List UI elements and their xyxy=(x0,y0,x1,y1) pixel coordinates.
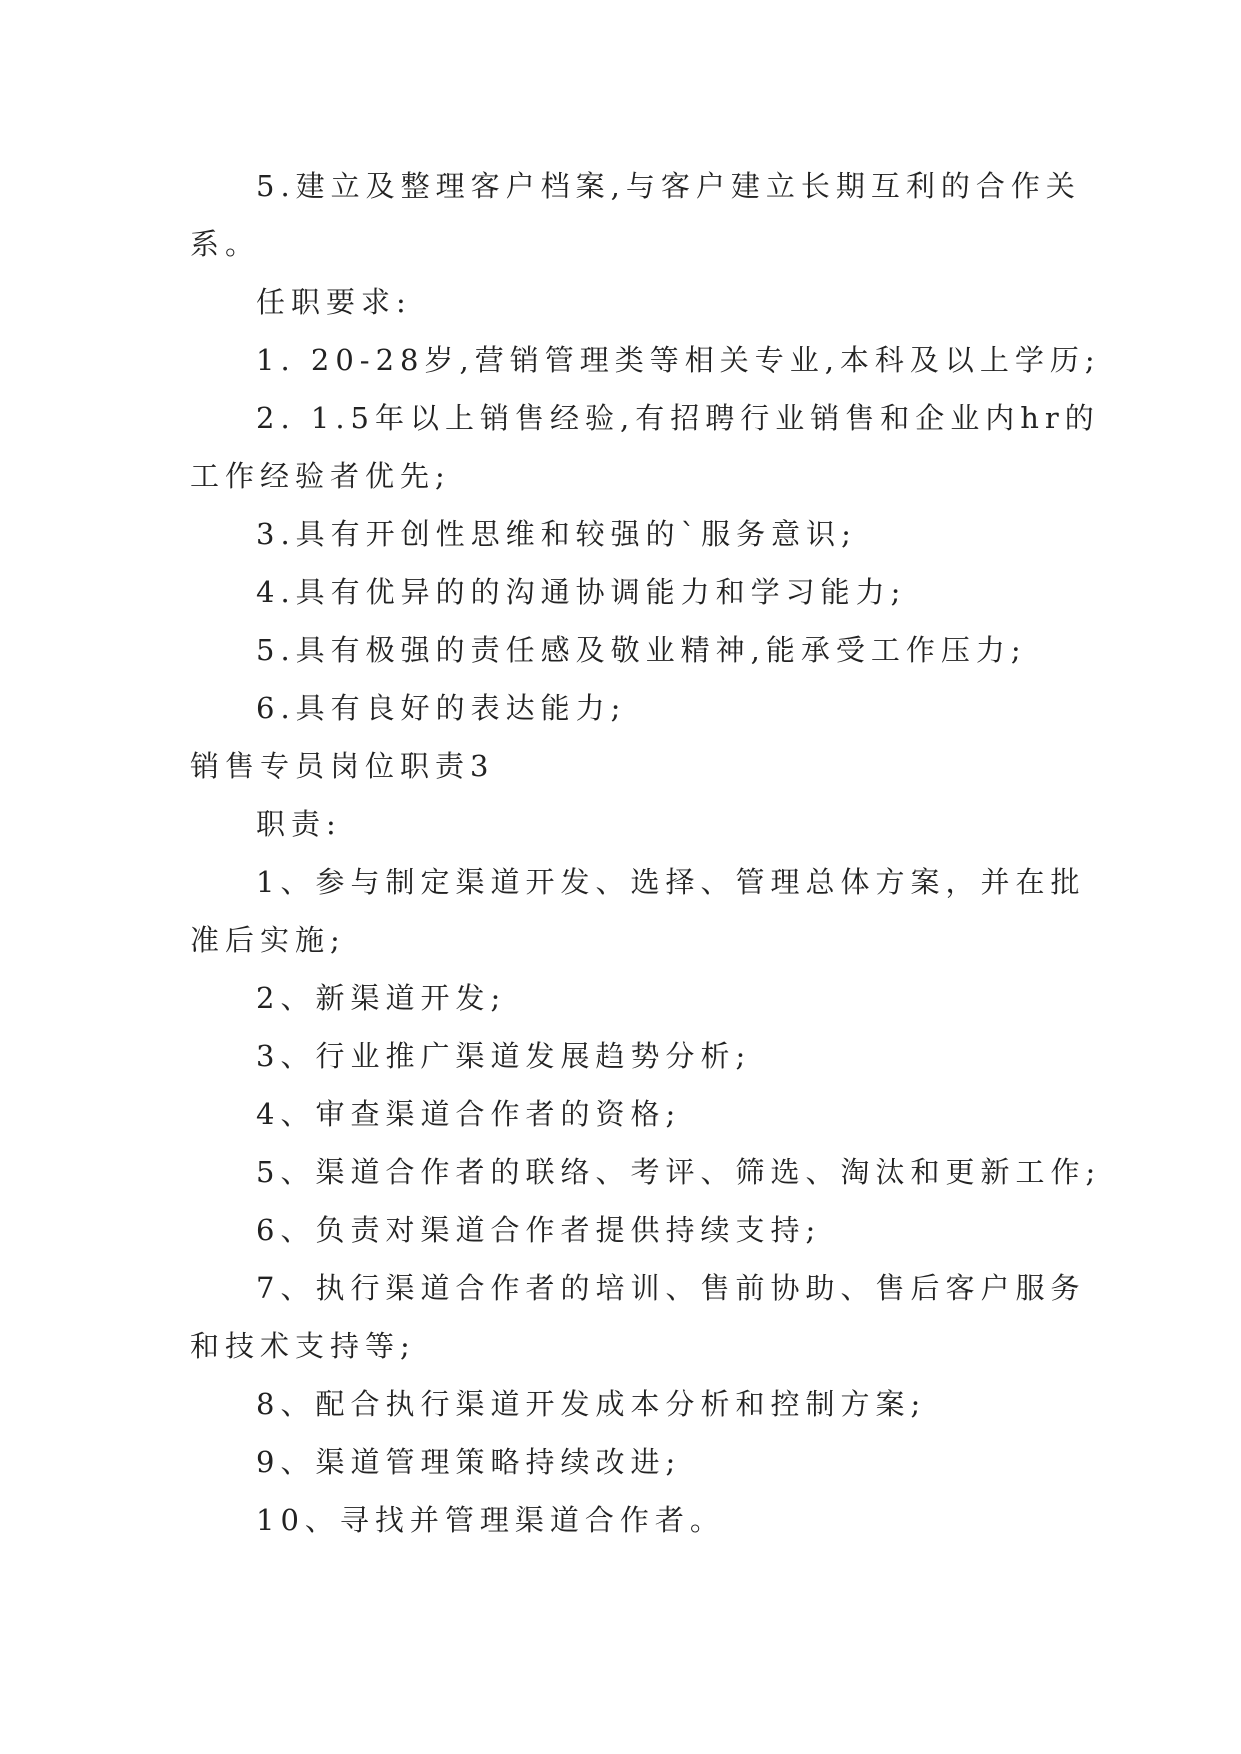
section-title: 销售专员岗位职责3 xyxy=(190,749,495,783)
text-line: 7、执行渠道合作者的培训、售前协助、售后客户服务 xyxy=(256,1271,1086,1305)
text-line: 4.具有优异的的沟通协调能力和学习能力; xyxy=(256,575,907,609)
text-line: 6、负责对渠道合作者提供持续支持; xyxy=(256,1213,822,1247)
text-line: 准后实施; xyxy=(190,923,346,957)
text-line: 5.建立及整理客户档案,与客户建立长期互利的合作关 xyxy=(256,169,1081,203)
text-line: 系。 xyxy=(190,227,261,261)
text-line: 5、渠道合作者的联络、考评、筛选、淘汰和更新工作; xyxy=(256,1155,1102,1189)
text-line: 8、配合执行渠道开发成本分析和控制方案; xyxy=(256,1387,927,1421)
text-line: 9、渠道管理策略持续改进; xyxy=(256,1445,682,1479)
text-line: 和技术支持等; xyxy=(190,1329,416,1363)
text-line: 1. 20-28岁,营销管理类等相关专业,本科及以上学历; xyxy=(256,343,1101,377)
text-line: 1、参与制定渠道开发、选择、管理总体方案，并在批 xyxy=(256,865,1086,899)
text-line: 3、行业推广渠道发展趋势分析; xyxy=(256,1039,752,1073)
section-heading: 职责: xyxy=(256,807,342,841)
section-heading: 任职要求: xyxy=(256,285,412,319)
text-line: 2. 1.5年以上销售经验,有招聘行业销售和企业内hr的 xyxy=(256,401,1100,435)
text-line: 10、寻找并管理渠道合作者。 xyxy=(256,1503,725,1537)
text-line: 2、新渠道开发; xyxy=(256,981,507,1015)
text-line: 3.具有开创性思维和较强的`服务意识; xyxy=(256,517,857,551)
text-line: 6.具有良好的表达能力; xyxy=(256,691,627,725)
text-line: 工作经验者优先; xyxy=(190,459,451,493)
text-line: 4、审查渠道合作者的资格; xyxy=(256,1097,682,1131)
text-line: 5.具有极强的责任感及敬业精神,能承受工作压力; xyxy=(256,633,1027,667)
